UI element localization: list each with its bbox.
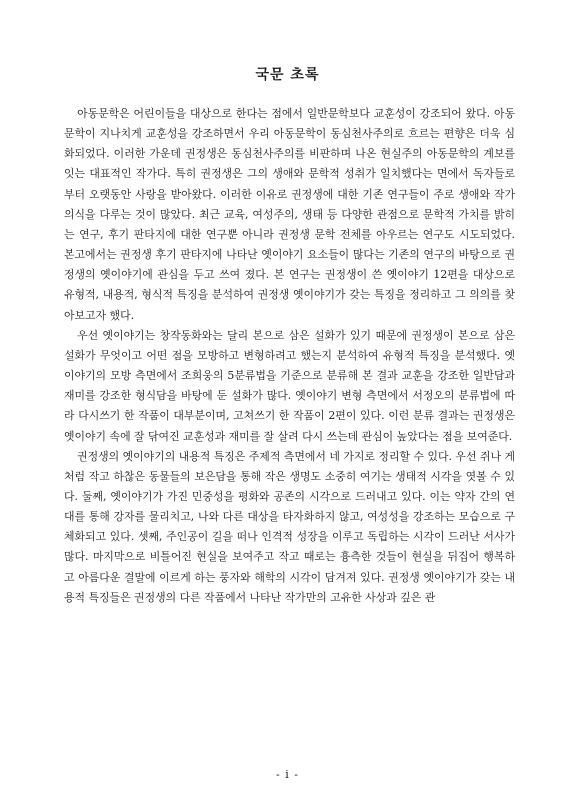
paragraph-1: 아동문학은 어린이들을 대상으로 한다는 점에서 일반문학보다 교훈성이 강조되어 왔다. 아동문학이 지나치게 교훈성을 강조하면서 우리 아동문학이 동심천사주의로 흐르는 편향은 더욱 심화되었다. 이러한 가운데 권정생은 동심천사주의를 비판하며 나온 현실주의 아동문학의 계보를 잇는 대표적인 작가다. 특히 권정생은 그의 생애와 문학적 성취가 일치했다는 면에서 독자들로부터 오랫동안 사랑을 받아왔다. 이러한 이유로 권정생에 대한 기존 연구들이 주로 생애와 작가의식을 다루는 것이 많았다. 최근 교육, 여성주의, 생태 등 다양한 관점으로 문학적 가치를 밝히는 연구, 후기 판타지에 대한 연구뿐 아니라 권정생 문학 전체를 아우르는 연구도 시도되었다. 본고에서는 권정생 후기 판타지에 나타난 옛이야기 요소들이 많다는 기존의 연구의 바탕으로 권정생의 옛이야기에 관심을 두고 쓰여 졌다. 본 연구는 권정생이 쓴 옛이야기 12편을 대상으로 유형적, 내용적, 형식적 특징을 분석하여 권정생 옛이야기가 갖는 특징을 정리하고 그 의의를 찾아보고자 했다.	[64, 107, 515, 322]
paragraph-3: 권정생의 옛이야기의 내용적 특징은 주제적 측면에서 네 가지로 정리할 수 있다. 우선 쥐나 게처럼 작고 하찮은 동물들의 보은담을 통해 작은 생명도 소중히 여기는 생태적 시각을 엿볼 수 있다. 둘째, 옛이야기가 가진 민중성을 평화와 공존의 시각으로 드러내고 있다. 이는 약자 간의 연대를 통해 강자를 물리치고, 나와 다른 대상을 타자화하지 않고, 여성성을 강조하는 모습으로 구체화되고 있다. 셋째, 주인공이 길을 떠나 인격적 성장을 이루고 독립하는 시각이 드러난 서사가 많다. 마지막으로 비틀어진 현실을 보여주고 작고 때로는 흉측한 것들이 현실을 뒤집어 행복하고 아름다운 결말에 이르게 하는 풍자와 해학의 시각이 담겨져 있다. 권정생 옛이야기가 갖는 내용적 특징들은 권정생의 다른 작품에서 나타난 작가만의 고유한 사상과 깊은 관	[64, 449, 515, 604]
paragraph-2: 우선 옛이야기는 창작동화와는 달리 본으로 삼은 설화가 있기 때문에 권정생이 본으로 삼은 설화가 무엇이고 어떤 점을 모방하고 변형하려고 했는지 분석하여 유형적 특징을 분석했다. 옛이야기의 모방 측면에서 조희웅의 5분류법을 기준으로 분류해 본 결과 교훈을 강조한 일반담과 재미를 강조한 형식담을 바탕에 둔 설화가 많다. 옛이야기 변형 측면에서 서정오의 분류법에 따라 다시쓰기 한 작품이 대부분이며, 고쳐쓰기 한 작품이 2편이 있다. 이런 분류 결과는 권정생은 옛이야기 속에 잘 닦여진 교훈성과 재미를 잘 살려 다시 쓰는데 관심이 높았다는 점을 보여준다.	[64, 328, 515, 443]
page-title: 국문 초록	[255, 67, 320, 83]
abstract-body	[64, 104, 515, 608]
page-number: - i -	[276, 768, 299, 781]
